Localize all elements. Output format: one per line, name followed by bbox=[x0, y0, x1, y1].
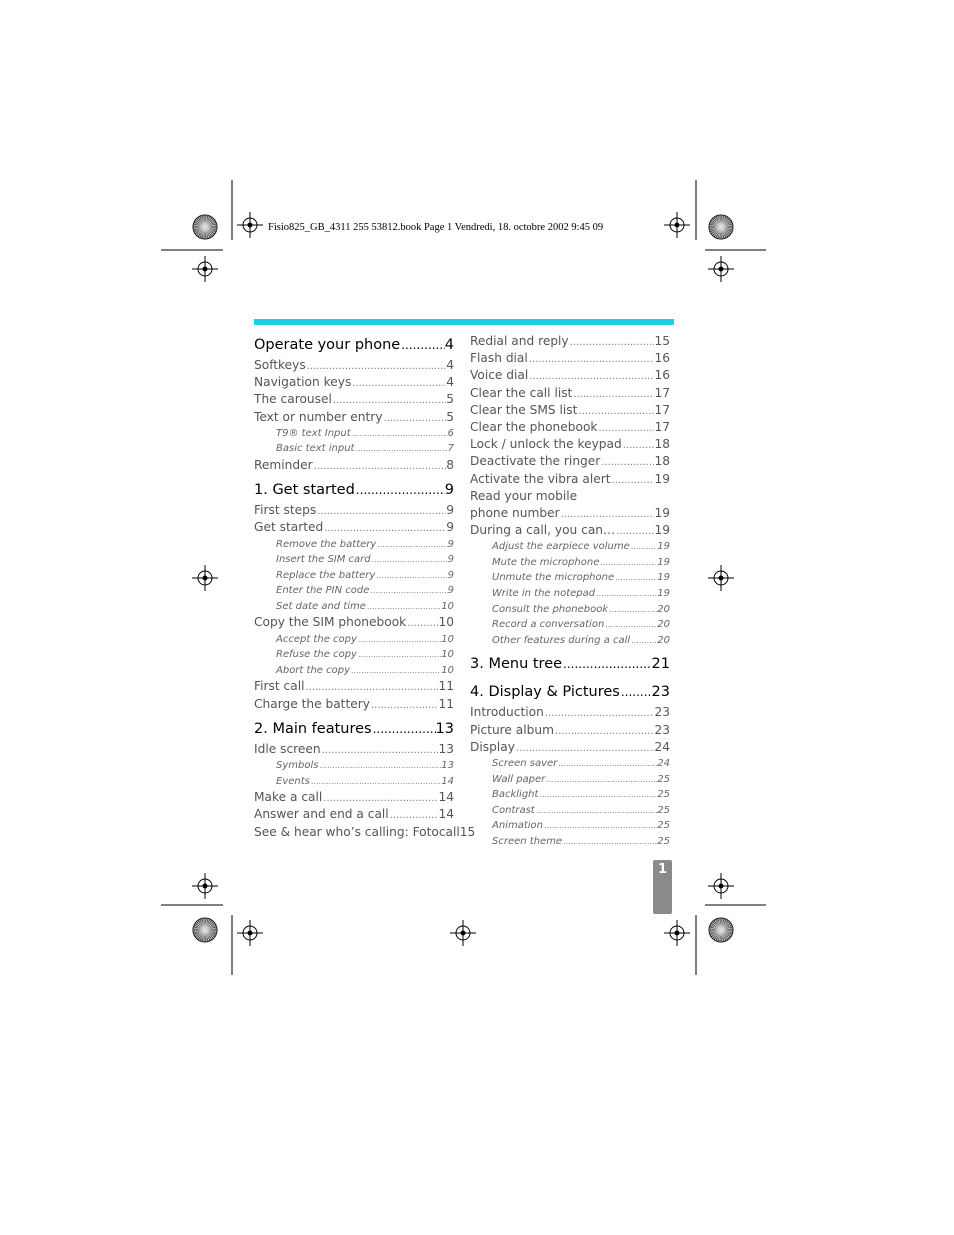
toc-entry-label: 1. Get started bbox=[254, 482, 355, 499]
toc-entry-label: Write in the notepad bbox=[492, 588, 596, 600]
toc-entry-label: Display bbox=[470, 739, 515, 754]
toc-entry-page: 13 bbox=[441, 760, 454, 771]
toc-entry-page: 14 bbox=[438, 790, 454, 805]
toc-entry-page: 25 bbox=[657, 789, 670, 801]
toc-entry-label: Lock / unlock the keypad bbox=[470, 437, 622, 452]
dot-leader bbox=[528, 368, 654, 385]
toc-entry-label: Text or number entry bbox=[254, 409, 383, 424]
toc-entry-label: Deactivate the ringer bbox=[470, 454, 601, 469]
dot-leader bbox=[604, 617, 657, 633]
toc-entry-page: 9 bbox=[447, 538, 454, 550]
toc-entry-page: 18 bbox=[654, 454, 670, 469]
toc-entry bbox=[254, 599, 454, 615]
toc-entry-label: Softkeys bbox=[254, 358, 306, 372]
toc-entry bbox=[254, 806, 454, 823]
toc-entry-label: Clear the call list bbox=[470, 385, 573, 400]
toc-entry bbox=[254, 426, 454, 442]
toc-entry-label: The carousel bbox=[254, 392, 332, 407]
toc-entry bbox=[470, 704, 670, 721]
toc-entry-label: Make a call bbox=[254, 790, 323, 805]
toc-entry bbox=[254, 614, 454, 631]
toc-entry bbox=[254, 374, 454, 391]
toc-entry-page: 5 bbox=[446, 392, 454, 407]
toc-entry bbox=[470, 419, 670, 436]
toc-entry-label: First call bbox=[254, 679, 305, 694]
dot-leader bbox=[569, 334, 655, 351]
toc-entry-label: Answer and end a call bbox=[254, 807, 389, 822]
dot-leader bbox=[562, 834, 657, 850]
toc-entry-label: Charge the battery bbox=[254, 696, 370, 711]
dot-leader bbox=[304, 679, 438, 696]
toc-entry-label: Idle screen bbox=[254, 741, 321, 756]
toc-entry bbox=[254, 457, 454, 474]
toc-entry-page: 9 bbox=[447, 554, 454, 566]
dot-leader bbox=[313, 458, 447, 475]
dot-leader bbox=[614, 570, 657, 586]
toc-entry-label: Symbols bbox=[276, 760, 319, 771]
dot-leader bbox=[611, 472, 655, 489]
toc-entry-label: 4. Display & Pictures bbox=[470, 684, 620, 701]
toc-entry-page: 16 bbox=[654, 368, 670, 383]
toc-entry-label: Remove the battery bbox=[276, 538, 377, 550]
toc-entry bbox=[254, 824, 476, 841]
dot-leader bbox=[376, 537, 447, 553]
toc-entry-label: Events bbox=[276, 775, 310, 787]
dot-leader bbox=[630, 633, 657, 649]
toc-entry-page: 20 bbox=[657, 619, 670, 631]
dot-leader bbox=[323, 520, 446, 537]
toc-entry bbox=[254, 391, 454, 408]
toc-entry bbox=[470, 570, 670, 586]
toc-entry-page: 10 bbox=[441, 649, 454, 661]
toc-entry-page: 5 bbox=[446, 409, 454, 424]
toc-entry bbox=[470, 803, 670, 819]
toc-entry bbox=[254, 537, 454, 553]
toc-entry-label: Insert the SIM card bbox=[276, 554, 371, 566]
dot-leader bbox=[557, 756, 657, 772]
toc-entry bbox=[470, 586, 670, 602]
toc-entry-page: 9 bbox=[447, 585, 454, 597]
toc-entry-label: Basic text input bbox=[276, 443, 355, 455]
toc-entry bbox=[470, 488, 670, 505]
toc-entry bbox=[470, 453, 670, 470]
toc-entry bbox=[254, 357, 454, 374]
toc-entry-label: See & hear who’s calling: Fotocall15 bbox=[254, 824, 476, 839]
dot-leader bbox=[608, 602, 657, 618]
dot-leader bbox=[370, 697, 439, 714]
toc-entry-label: Enter the PIN code bbox=[276, 585, 370, 597]
toc-entry bbox=[470, 522, 670, 539]
toc-entry bbox=[470, 818, 670, 834]
toc-entry-label: Get started bbox=[254, 520, 324, 535]
dot-leader bbox=[372, 717, 436, 741]
dot-leader bbox=[622, 437, 655, 454]
toc-entry-page: 14 bbox=[441, 775, 454, 787]
toc-entry-page: 25 bbox=[657, 804, 670, 816]
toc-entry bbox=[254, 774, 454, 790]
toc-entry bbox=[470, 756, 670, 772]
dot-leader bbox=[560, 506, 655, 523]
chapter-tab bbox=[653, 860, 672, 914]
toc-entry-label: During a call, you can… bbox=[470, 523, 616, 538]
dot-leader bbox=[366, 599, 441, 615]
dot-leader bbox=[544, 705, 655, 722]
toc-entry-page: 10 bbox=[441, 633, 454, 645]
dot-leader bbox=[406, 615, 438, 632]
toc-entry bbox=[470, 505, 670, 522]
toc-entry-label: Wall paper bbox=[492, 773, 546, 785]
dot-leader bbox=[515, 740, 655, 757]
toc-entry-label: Voice dial bbox=[470, 368, 529, 383]
dot-leader bbox=[332, 392, 446, 409]
toc-entry-label: Screen saver bbox=[492, 757, 558, 769]
toc-entry-page: 19 bbox=[654, 471, 670, 486]
toc-entry-label: Unmute the microphone bbox=[492, 572, 615, 584]
toc-entry-label: Redial and reply bbox=[470, 334, 569, 348]
toc-entry-label: Backlight bbox=[492, 789, 539, 801]
toc-entry bbox=[254, 789, 454, 806]
toc-entry bbox=[470, 834, 670, 850]
toc-entry-label: Set date and time bbox=[276, 600, 366, 612]
dot-leader bbox=[383, 410, 447, 427]
toc-entry-label: Picture album bbox=[470, 722, 554, 737]
toc-entry-label: Contrast bbox=[492, 804, 535, 816]
toc-entry-page: 4 bbox=[446, 375, 454, 390]
dot-leader bbox=[597, 420, 654, 437]
toc-entry bbox=[254, 333, 454, 357]
toc-entry-page: 25 bbox=[657, 820, 670, 832]
toc-entry-page: 15 bbox=[654, 334, 670, 348]
toc-entry bbox=[254, 583, 454, 599]
toc-entry-page: 17 bbox=[654, 419, 670, 434]
toc-entry bbox=[470, 787, 670, 803]
toc-entry bbox=[470, 402, 670, 419]
toc-entry-page: 24 bbox=[657, 757, 670, 769]
toc-entry-page: 8 bbox=[446, 457, 454, 472]
toc-entry bbox=[254, 647, 454, 663]
toc-entry-label: Introduction bbox=[470, 705, 544, 720]
toc-entry bbox=[470, 772, 670, 788]
dot-leader bbox=[357, 632, 441, 648]
toc-entry-label: Replace the battery bbox=[276, 569, 376, 581]
toc-entry-page: 23 bbox=[654, 722, 670, 737]
toc-entry-label: Reminder bbox=[254, 457, 313, 472]
accent-bar bbox=[254, 319, 674, 325]
toc-entry-page: 19 bbox=[657, 588, 670, 600]
toc-entry-page: 13 bbox=[438, 741, 454, 756]
dot-leader bbox=[316, 503, 446, 520]
toc-entry bbox=[254, 409, 454, 426]
toc-entry bbox=[470, 652, 670, 676]
dot-leader bbox=[357, 647, 441, 663]
toc-entry bbox=[470, 555, 670, 571]
toc-entry-label: Activate the vibra alert bbox=[470, 471, 611, 486]
toc-entry-page: 23 bbox=[651, 684, 670, 701]
toc-entry-page: 9 bbox=[446, 503, 454, 518]
toc-entry-label: 2. Main features bbox=[254, 720, 372, 737]
toc-entry-label: Flash dial bbox=[470, 351, 528, 366]
toc-entry bbox=[470, 602, 670, 618]
toc-entry-page: 17 bbox=[654, 402, 670, 417]
toc-entry-page: 4 bbox=[444, 337, 454, 353]
print-header: Fisio825_GB_4311 255 53812.book Page 1 Vendredi, 18. octobre 2002 9:45 09 bbox=[268, 222, 604, 233]
toc-entry-label: Mute the microphone bbox=[492, 556, 600, 568]
dot-leader bbox=[528, 351, 655, 368]
toc-entry-page: 19 bbox=[657, 572, 670, 584]
toc-entry-label: Animation bbox=[492, 820, 543, 832]
toc-entry-page: 19 bbox=[654, 523, 670, 538]
toc-entry-label: Abort the copy bbox=[276, 664, 350, 676]
dot-leader bbox=[400, 333, 445, 357]
toc-entry bbox=[254, 758, 454, 774]
toc-entry-label: Operate your phone bbox=[254, 337, 401, 353]
dot-leader bbox=[321, 742, 439, 759]
dot-leader bbox=[600, 454, 654, 471]
toc-entry-page: 21 bbox=[651, 656, 670, 673]
dot-leader bbox=[554, 723, 655, 740]
chapter-tab-label: 1 bbox=[657, 862, 668, 877]
toc-entry-page: 13 bbox=[435, 720, 454, 737]
dot-leader bbox=[355, 478, 445, 502]
toc-entry bbox=[470, 471, 670, 488]
toc-entry-page: 20 bbox=[657, 634, 670, 646]
toc-entry bbox=[254, 741, 454, 758]
toc-entry bbox=[254, 717, 454, 741]
dot-leader bbox=[369, 583, 447, 599]
toc-entry bbox=[254, 632, 454, 648]
toc-entry-label: Navigation keys bbox=[254, 375, 352, 390]
toc-entry-page: 25 bbox=[657, 835, 670, 847]
toc-entry bbox=[254, 478, 454, 502]
toc-entry bbox=[470, 633, 670, 649]
dot-leader bbox=[318, 758, 441, 774]
dot-leader bbox=[322, 790, 438, 807]
toc-entry-label: Screen theme bbox=[492, 835, 563, 847]
toc-entry-label: Clear the SMS list bbox=[470, 402, 578, 417]
dot-leader bbox=[615, 523, 654, 540]
dot-leader bbox=[599, 555, 657, 571]
toc-entry-page: 20 bbox=[657, 603, 670, 615]
toc-entry-label: Clear the phonebook bbox=[470, 419, 598, 434]
dot-leader bbox=[375, 568, 447, 584]
toc-entry bbox=[254, 552, 454, 568]
toc-entry bbox=[254, 502, 454, 519]
toc-entry-page: 14 bbox=[438, 807, 454, 822]
toc-entry-page: 19 bbox=[654, 505, 670, 520]
toc-entry-page: 24 bbox=[654, 739, 670, 754]
dot-leader bbox=[310, 774, 441, 790]
dot-leader bbox=[371, 552, 448, 568]
toc-entry bbox=[254, 519, 454, 536]
toc-entry-label: Accept the copy bbox=[276, 633, 357, 645]
toc-entry bbox=[470, 739, 670, 756]
toc-entry-page: 18 bbox=[654, 437, 670, 452]
toc-entry-page: 10 bbox=[438, 615, 454, 630]
toc-entry-page: 11 bbox=[438, 679, 454, 694]
toc-entry-label: 3. Menu tree bbox=[470, 656, 563, 673]
dot-leader bbox=[543, 818, 657, 834]
dot-leader bbox=[630, 539, 658, 555]
dot-leader bbox=[545, 772, 657, 788]
dot-leader bbox=[351, 375, 446, 392]
toc-entry-label: Refuse the copy bbox=[276, 649, 357, 661]
dot-leader bbox=[562, 652, 652, 676]
dot-leader bbox=[306, 358, 447, 375]
toc-entry-page: 7 bbox=[447, 443, 454, 455]
toc-entry bbox=[470, 385, 670, 402]
dot-leader bbox=[538, 787, 657, 803]
dot-leader bbox=[595, 586, 657, 602]
toc-entry-label: Read your mobile bbox=[470, 488, 578, 503]
toc-entry-page: 17 bbox=[654, 385, 670, 400]
toc-entry bbox=[254, 568, 454, 584]
toc-entry bbox=[470, 333, 670, 350]
toc-entry-page: 6 bbox=[447, 427, 454, 439]
toc-entry bbox=[470, 367, 670, 384]
toc-entry-label: First steps bbox=[254, 503, 317, 518]
dot-leader bbox=[389, 807, 439, 824]
toc-entry bbox=[470, 617, 670, 633]
toc-entry-page: 10 bbox=[441, 600, 454, 612]
dot-leader bbox=[354, 441, 447, 457]
toc-right-column bbox=[470, 333, 670, 850]
toc-entry-label: Copy the SIM phonebook bbox=[254, 615, 407, 630]
dot-leader bbox=[351, 426, 448, 442]
toc-entry-label: T9® text Input bbox=[276, 427, 351, 439]
toc-entry-label: Consult the phonebook bbox=[492, 603, 609, 615]
toc-entry-label: phone number bbox=[470, 505, 560, 520]
toc-entry-label: Adjust the earpiece volume bbox=[492, 541, 630, 553]
dot-leader bbox=[535, 803, 658, 819]
toc-entry bbox=[254, 678, 454, 695]
toc-entry bbox=[254, 696, 454, 713]
toc-entry-page: 10 bbox=[441, 664, 454, 676]
toc-entry-page: 19 bbox=[657, 541, 670, 553]
toc-entry bbox=[254, 441, 454, 457]
toc-entry-page: 4 bbox=[446, 358, 454, 372]
toc-entry-page: 9 bbox=[447, 569, 454, 581]
toc-entry-page: 11 bbox=[438, 696, 454, 711]
toc-entry bbox=[470, 350, 670, 367]
toc-entry-page: 25 bbox=[657, 773, 670, 785]
dot-leader bbox=[577, 403, 654, 420]
toc-entry-page: 19 bbox=[657, 556, 670, 568]
toc-entry-page: 9 bbox=[444, 482, 454, 499]
toc-entry-label: Other features during a call bbox=[492, 634, 631, 646]
toc-entry bbox=[470, 680, 670, 704]
toc-entry-page: 16 bbox=[654, 351, 670, 366]
dot-leader bbox=[350, 663, 441, 679]
toc-entry-page: 23 bbox=[654, 705, 670, 720]
toc-entry-page: 9 bbox=[446, 520, 454, 535]
toc-entry bbox=[470, 539, 670, 555]
toc-entry bbox=[254, 663, 454, 679]
toc-entry bbox=[470, 722, 670, 739]
dot-leader bbox=[572, 386, 654, 403]
toc-left-column bbox=[254, 333, 476, 841]
dot-leader bbox=[620, 680, 652, 704]
toc-entry-label: Record a conversation bbox=[492, 619, 605, 631]
toc-entry bbox=[470, 436, 670, 453]
